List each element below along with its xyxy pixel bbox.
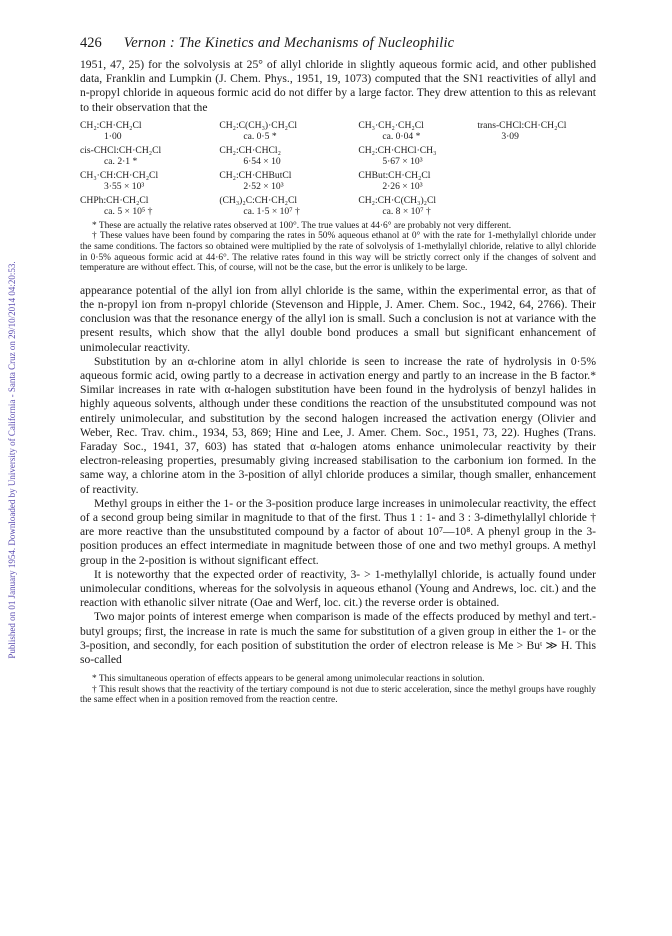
table-cell (219, 195, 348, 220)
compound-name: CH₂:CH·CH₂Cl (80, 119, 142, 131)
compound-name: (CH₃)₂C:CH·CH₂Cl (219, 194, 298, 206)
table-note: * These are actually the relative rates observed at 100°. The true values at 44·6° are probably not very different. (92, 220, 512, 231)
page-footnotes (80, 674, 596, 706)
relative-rate: ca. 1·5 × 10⁷ † (243, 205, 300, 217)
compound-name: CH₂:CH·C(CH₃)₂Cl (358, 194, 437, 206)
relative-rate-table (80, 120, 596, 220)
table-cell (219, 170, 348, 195)
table-cell (80, 120, 219, 145)
relative-rate: 5·67 × 10³ (382, 155, 423, 167)
table-cell (80, 195, 219, 220)
relative-rate: 6·54 × 10 (243, 155, 281, 167)
body-paragraph: Two major points of interest emerge when comparison is made of the effects produced by methyl and tert.-butyl groups; first, the increase in rate is much the same for substitution of a given group in either the 1- or the 3-position, and secondly, for each position of substitution the order of electron release is Me > Buᵗ ≫ H. This so-called (80, 610, 596, 667)
running-header (80, 35, 596, 52)
table-cell (348, 195, 477, 220)
intro-paragraph: 1951, 47, 25) for the solvolysis at 25° of allyl chloride in slightly aqueous formic acid, and other published data, Franklin and Lumpkin (J. Chem. Phys., 1951, 19, 1073) computed that the SN1 reactivities of allyl and n-propyl chloride in aqueous formic acid do not differ by a large factor. They drew attention to this as relevant to their observation that the (80, 58, 596, 114)
compound-name: trans-CHCl:CH·CH₂Cl (477, 119, 567, 131)
table-cell (80, 170, 219, 195)
running-title: Vernon : The Kinetics and Mechanisms of Nucleophilic (123, 35, 455, 51)
compound-name: cis-CHCl:CH·CH₂Cl (80, 144, 162, 156)
table-row (80, 120, 596, 145)
compound-name: CH₂:CH·CHCl₂ (219, 144, 281, 156)
relative-rate: 1·00 (104, 130, 122, 142)
journal-page (80, 35, 596, 706)
table-cell (348, 170, 477, 195)
table-note: † These values have been found by comparing the rates in 50% aqueous ethanol at 0° with the rate for 1-methylallyl chloride under the same conditions. The factors so obtained were multiplied by the rate of solvolysis of 1-methylallyl chloride, relative to allyl chloride in 0·5% aqueous formic acid at 44·6°. The relative rates found in this way will be strictly correct only if the changes of solvent and temperature are without effect. This, of course, will not be the case, but the error is unlikely to be large. (80, 231, 596, 274)
footnote: † This result shows that the reactivity of the tertiary compound is not due to steric acceleration, since the methyl groups have roughly the same effect when in a position removed from the reaction centre. (80, 684, 596, 706)
page-number: 426 (80, 35, 102, 51)
compound-name: CH₂:CH·CHButCl (219, 169, 292, 181)
compound-name: CH₃·CH:CH·CH₂Cl (80, 169, 159, 181)
compound-name: CH₃·CH₂·CH₂Cl (358, 119, 424, 131)
compound-name: CH₂:C(CH₃)·CH₂Cl (219, 119, 298, 131)
table-cell (219, 145, 348, 170)
table-row (80, 170, 596, 195)
body-paragraph: appearance potential of the allyl ion from allyl chloride is the same, within the experimental error, as that of the n-propyl ion from n-propyl chloride (Stevenson and Hipple, J. Amer. Chem. Soc., 1942, 64, 2766). Their conclusion was that the resonance energy of the allyl ion is small. Such a conclusion is not at variance with the present results, which show that the allyl double bond produces a small but significant enhancement of unimolecular reactivity. (80, 283, 596, 354)
relative-rate: 2·26 × 10³ (382, 180, 423, 192)
table-cell (348, 145, 477, 170)
compound-name: CH₂:CH·CHCl·CH₃ (358, 144, 437, 156)
body-paragraph: Substitution by an α-chlorine atom in allyl chloride is seen to increase the rate of hydrolysis in 0·5% aqueous formic acid, owing partly to a decrease in activation energy and partly to an increase in the B factor.* Similar increases in rate with α-halogen substitution have been found in the hydrolysis of benzyl halides in highly aqueous solvents, although under these conditions the reaction of the unsubstituted compound was not entirely unimolecular, and substitution by the second halogen increased the activation energy (Olivier and Weber, Rec. Trav. chim., 1934, 53, 869; Hine and Lee, J. Amer. Chem. Soc., 1951, 73, 22). Hughes (Trans. Faraday Soc., 1941, 37, 603) has stated that α-halogen atoms enhance unimolecular reactivity by their electron-releasing properties, presumably giving increased stabilisation to the carbonium ion formed. In the same way, a chlorine atom in the 3-position of allyl chloride produces a similar, though smaller, enhancement of reactivity. (80, 354, 596, 496)
body-paragraph: It is noteworthy that the expected order of reactivity, 3- > 1-methylallyl chloride, is actually found under unimolecular conditions, whereas for the solvolysis in aqueous ethanol (Young and Andrews, loc. cit.) and the reaction with ethanolic silver nitrate (Oae and Werf, loc. cit.) the reverse order is obtained. (80, 567, 596, 610)
table-notes (80, 221, 596, 274)
rate-table-body (80, 120, 596, 220)
table-cell (477, 170, 596, 195)
table-cell (477, 120, 596, 145)
table-cell (80, 145, 219, 170)
relative-rate: ca. 5 × 10⁵ † (104, 205, 153, 217)
relative-rate: 3·55 × 10³ (104, 180, 145, 192)
relative-rate: ca. 0·04 * (382, 130, 421, 142)
relative-rate: ca. 2·1 * (104, 155, 138, 167)
download-watermark (2, 60, 22, 860)
table-cell (348, 120, 477, 145)
relative-rate: 2·52 × 10³ (243, 180, 284, 192)
table-row (80, 195, 596, 220)
table-cell (477, 195, 596, 220)
compound-name: CHBut:CH·CH₂Cl (358, 169, 431, 181)
relative-rate: ca. 0·5 * (243, 130, 277, 142)
relative-rate: 3·09 (501, 130, 519, 142)
table-row (80, 145, 596, 170)
table-cell (477, 145, 596, 170)
watermark-text: Published on 01 January 1954. Downloaded by University of California - Santa Cruz on 29/10/2014 04:20:53. (7, 261, 17, 659)
relative-rate: ca. 8 × 10⁷ † (382, 205, 431, 217)
compound-name: CHPh:CH·CH₂Cl (80, 194, 149, 206)
table-cell (219, 120, 348, 145)
footnote: * This simultaneous operation of effects appears to be general among unimolecular reactions in solution. (92, 674, 485, 685)
body-paragraph: Methyl groups in either the 1- or the 3-position produce large increases in unimolecular reactivity, the effect of a second group being similar in magnitude to that of the first. Thus 1 : 1- and 3 : 3-dimethylallyl chloride † are more reactive than the unsubstituted compound by a factor of about 10⁷—10⁸. A phenyl group in the 3-position produces an effect intermediate in magnitude between those of one and two methyl groups. A methyl group in the 2-position is without significant effect. (80, 496, 596, 567)
